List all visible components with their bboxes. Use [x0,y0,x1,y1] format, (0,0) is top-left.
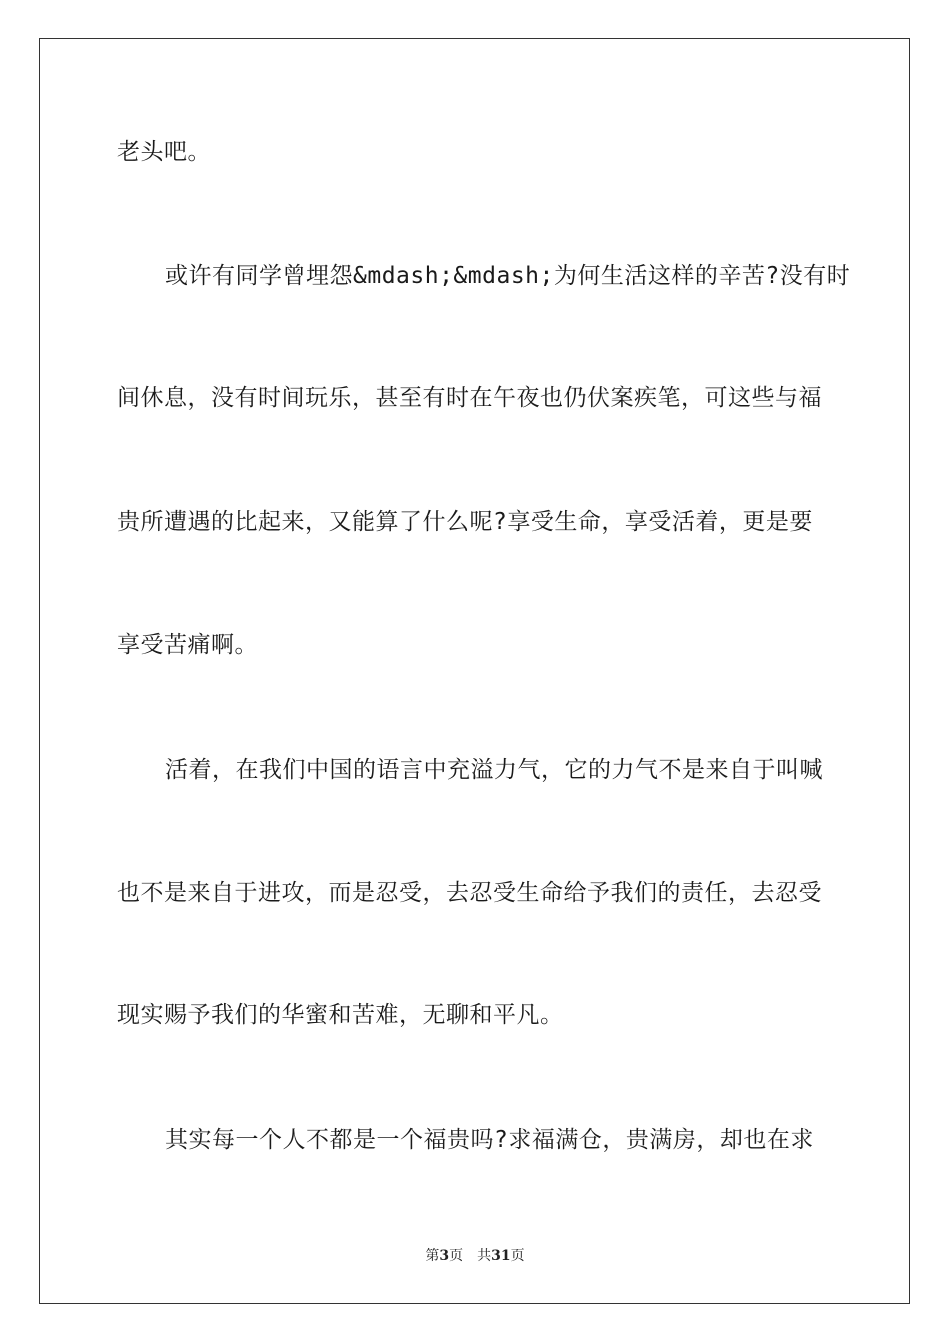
total-prefix: 共 [477,1248,492,1264]
paragraph-start-line: 活着，在我们中国的语言中充溢力气，它的力气不是来自于叫喊 [165,757,823,783]
page-number: 3 [439,1248,450,1264]
total-pages: 31 [491,1248,511,1264]
paragraph-start-line: 或许有同学曾埋怨&mdash;&mdash;为何生活这样的辛苦?没有时 [165,263,851,289]
text-line: 老头吧。 [117,139,211,165]
text-line: 间休息，没有时间玩乐，甚至有时在午夜也仍伏案疾笔，可这些与福 [117,385,822,411]
paragraph-start-line: 其实每一个人不都是一个福贵吗?求福满仓，贵满房，却也在求 [165,1127,814,1153]
text-line: 享受苦痛啊。 [117,632,258,658]
page-prefix: 第 [425,1248,440,1264]
page-border [39,38,910,1304]
text-line: 现实赐予我们的华蜜和苦难，无聊和平凡。 [117,1002,564,1028]
text-line: 也不是来自于进攻，而是忍受，去忍受生命给予我们的责任，去忍受 [117,880,822,906]
page-footer [0,1247,950,1265]
total-suffix: 页 [510,1248,525,1264]
text-line: 贵所遭遇的比起来，又能算了什么呢?享受生命，享受活着，更是要 [117,509,813,535]
page-suffix: 页 [449,1248,464,1264]
